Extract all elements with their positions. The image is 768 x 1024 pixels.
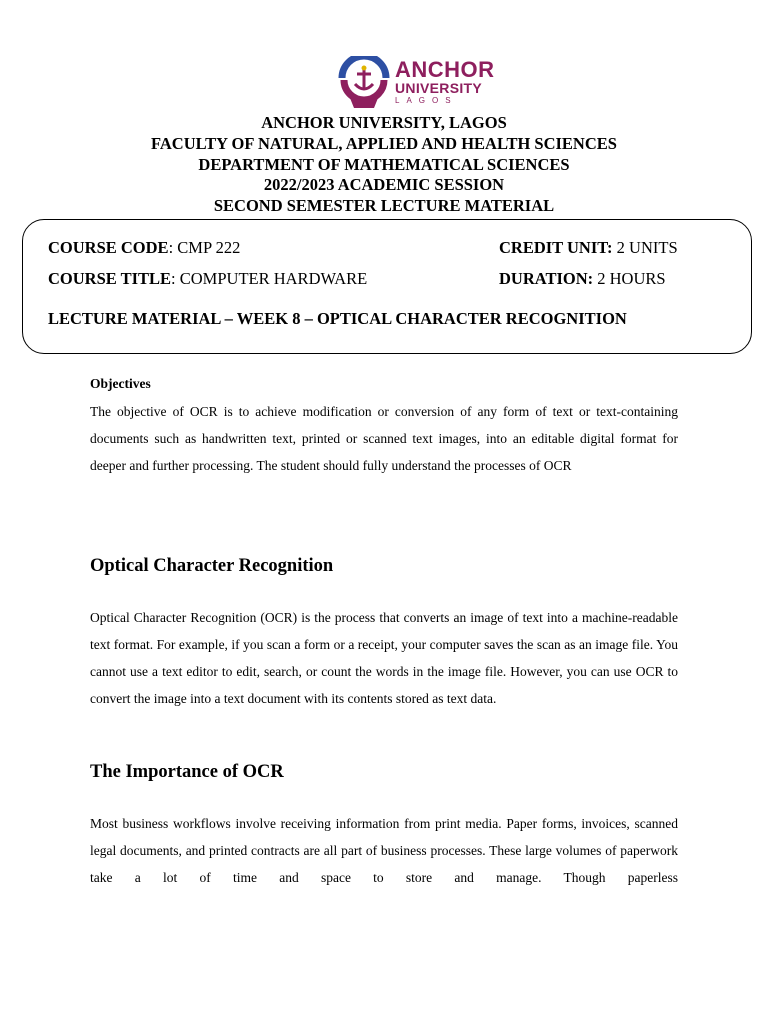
course-title <box>48 269 367 289</box>
logo-word-university: UNIVERSITY <box>395 80 483 96</box>
university-logo <box>338 56 495 112</box>
credit-unit-label: CREDIT UNIT: <box>499 238 613 257</box>
duration-value: 2 HOURS <box>593 269 666 288</box>
objectives-title: Objectives <box>90 376 151 391</box>
logo-word-lagos: LAGOS <box>395 96 458 105</box>
university-name: ANCHOR UNIVERSITY, LAGOS <box>261 113 507 132</box>
section-paragraph-ocr: Optical Character Recognition (OCR) is the process that converts an image of text into a machine-readable text format. For example, if you scan a form or a receipt, your computer saves the scan as an image file. You cannot use a text editor to edit, search, or count the words in the image file. However, you can use OCR to convert the image into a text document with its contents stored as text data. <box>90 610 678 706</box>
objectives-paragraph: The objective of OCR is to achieve modification or conversion of any form of text or text-containing documents such as handwritten text, printed or scanned text images, into an editable digital format for deeper and further processing. The student should fully understand the processes of OCR <box>90 404 678 473</box>
credit-unit <box>499 238 678 258</box>
credit-unit-value: 2 UNITS <box>612 238 678 257</box>
section-heading-importance: The Importance of OCR <box>90 762 284 782</box>
course-title-value: : COMPUTER HARDWARE <box>171 269 368 288</box>
department-name: DEPARTMENT OF MATHEMATICAL SCIENCES <box>198 154 570 174</box>
academic-session: 2022/2023 ACADEMIC SESSION <box>263 175 505 195</box>
section-heading-ocr: Optical Character Recognition <box>90 556 334 576</box>
duration-label: DURATION: <box>499 269 594 288</box>
lecture-title: LECTURE MATERIAL – WEEK 8 – OPTICAL CHARACTER RECOGNITION <box>48 309 627 328</box>
course-code-label: COURSE CODE <box>48 238 169 257</box>
section-paragraph-importance: Most business workflows involve receiving information from print media. Paper forms, invoices, scanned legal documents, and printed contracts are all part of business processes. These large volumes of paperwork take a lot of time and space to store and manage. Though paperless <box>90 816 678 885</box>
course-title-label: COURSE TITLE <box>48 269 172 288</box>
faculty-name: FACULTY OF NATURAL, APPLIED AND HEALTH SCIENCES <box>151 133 617 153</box>
duration <box>499 269 666 289</box>
university-crest-icon <box>338 56 390 112</box>
course-info-box <box>22 219 752 354</box>
course-code-value: : CMP 222 <box>168 238 241 257</box>
semester-label: SECOND SEMESTER LECTURE MATERIAL <box>213 196 555 216</box>
logo-word-anchor: ANCHOR <box>395 57 495 82</box>
institution-heading <box>0 113 768 217</box>
course-code <box>48 238 240 258</box>
